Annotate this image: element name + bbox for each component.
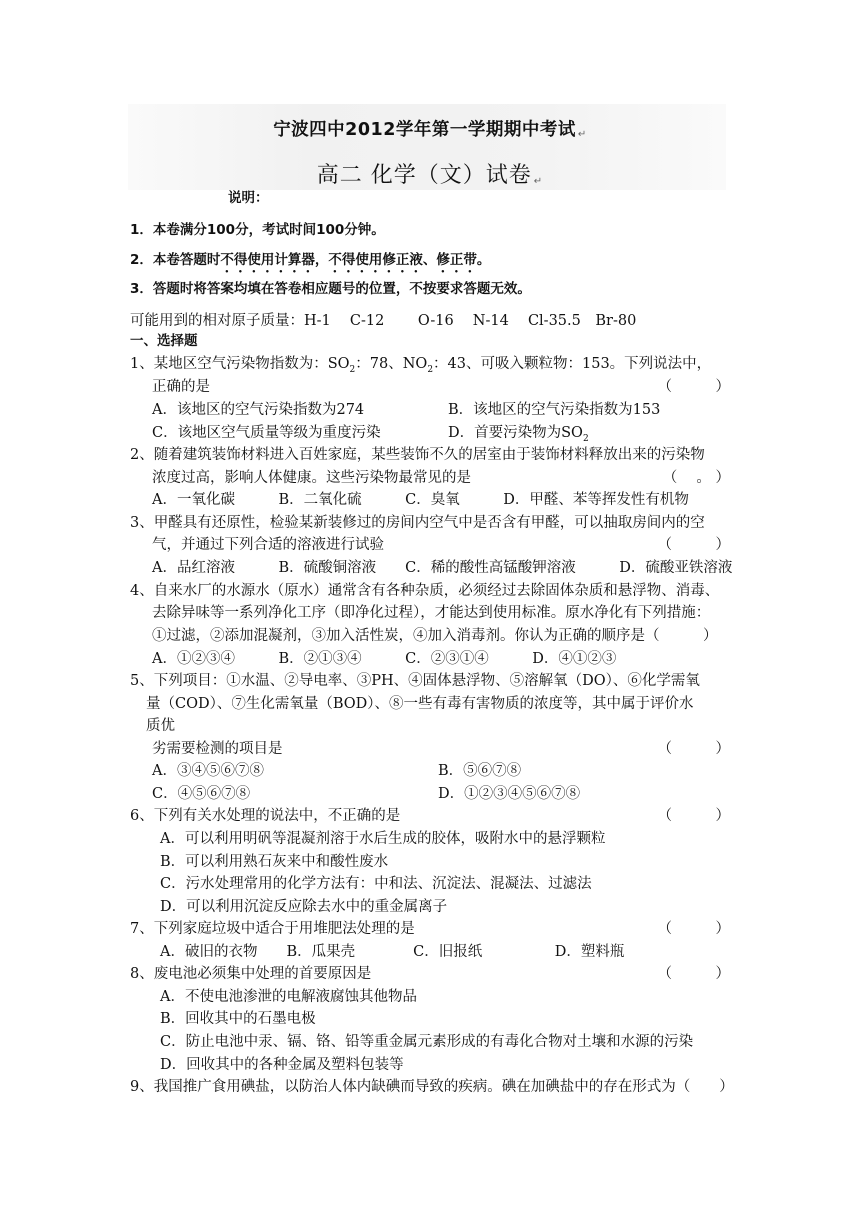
q4-options: A．①②③④ B．②①③④ C．②③①④ D．④①②③ — [152, 651, 617, 667]
answer-blank: （ ） — [657, 741, 730, 757]
answer-blank: （ 。 ） — [662, 470, 730, 486]
q4-stem-2: 去除异味等一系列净化工序（即净化过程），才能达到使用标准。原水净化有下列措施： — [152, 605, 711, 621]
q3-options: A．品红溶液 B．硫酸铜溶液 C．稀的酸性高锰酸钾溶液 D．硫酸亚铁溶液 — [152, 560, 733, 576]
answer-blank: （ ） — [657, 921, 730, 937]
q1-option-b: B．该地区的空气污染指数为153 — [448, 402, 661, 418]
q8-option-c: C．防止电池中汞、镉、铬、铅等重金属元素形成的有毒化合物对土壤和水源的污染 — [160, 1034, 694, 1050]
q4-stem: 4、自来水厂的水源水（原水）通常含有各种杂质，必须经过去除固体杂质和悬浮物、消毒、 — [130, 583, 720, 599]
q5-option-b: B．⑤⑥⑦⑧ — [438, 763, 522, 779]
q1-option-d: D．首要污染物为$SO_2$ — [448, 425, 589, 444]
q6-option-a: A．可以利用明矾等混凝剂溶于水后生成的胶体，吸附水中的悬浮颗粒 — [160, 831, 606, 847]
q1-option-c: C．该地区空气质量等级为重度污染 — [152, 425, 381, 441]
q5-option-d: D．①②③④⑤⑥⑦⑧ — [438, 786, 581, 802]
q5-stem: 5、下列项目：①水温、②导电率、③PH、④固体悬浮物、⑤溶解氧（DO）、⑥化学需氧 — [130, 673, 700, 689]
q3-stem: 3、甲醛具有还原性，检验某新装修过的房间内空气中是否含有甲醛，可以抽取房间内的空 — [130, 515, 705, 531]
q1-stem: 1、某地区空气污染物指数为：$SO_2$：78、$NO_2$：43、可吸入颗粒物：153。下列说法中， — [130, 356, 712, 375]
q9-stem: 9、我国推广食用碘盐，以防治人体内缺碘而导致的疾病。碘在加碘盐中的存在形式为（ ） — [130, 1079, 734, 1095]
q6-option-c: C．污水处理常用的化学方法有：中和法、沉淀法、混凝法、过滤法 — [160, 876, 592, 892]
answer-blank: （ ） — [657, 966, 730, 982]
q5-stem-4: 劣需要检测的项目是 — [152, 741, 283, 757]
note-3: 3．答题时将答案均填在答卷相应题号的位置，不按要求答题无效。 — [130, 281, 531, 297]
q2-stem: 2、随着建筑装饰材料进入百姓家庭，某些装饰不久的居室由于装饰材料释放出来的污染物 — [130, 447, 705, 463]
q8-stem: 8、废电池必须集中处理的首要原因是 — [130, 966, 372, 982]
q2-options: A．一氧化碳 B．二氧化硫 C．臭氧 D．甲醛、苯等挥发性有机物 — [152, 492, 689, 508]
note-2: 2．本卷答题时不得使用计算器，不得使用修正液、修正带。 — [130, 252, 491, 268]
q5-option-a: A．③④⑤⑥⑦⑧ — [152, 763, 264, 779]
q7-options: A．破旧的衣物 B．瓜果壳 C．旧报纸 D．塑料瓶 — [160, 944, 625, 960]
answer-blank: （ ） — [657, 808, 730, 824]
q8-option-b: B．回收其中的石墨电极 — [160, 1011, 316, 1027]
q1-stem-2: 正确的是 — [152, 379, 210, 395]
q6-stem: 6、下列有关水处理的说法中，不正确的是 — [130, 808, 401, 824]
q6-option-b: B．可以利用熟石灰来中和酸性废水 — [160, 854, 389, 870]
q3-stem-2: 气，并通过下列合适的溶液进行试验 — [152, 537, 384, 553]
q5-stem-3: 质优 — [146, 718, 175, 734]
q8-option-d: D．回收其中的各种金属及塑料包装等 — [160, 1057, 404, 1073]
note-label: 说明： — [228, 190, 269, 206]
q2-stem-2: 浓度过高，影响人体健康。这些污染物最常见的是 — [152, 470, 471, 486]
paragraph-mark-icon: ↵ — [577, 129, 587, 140]
section-heading: 一、选择题 — [130, 333, 198, 349]
answer-blank: （ ） — [657, 537, 730, 553]
answer-blank: （ ） — [657, 379, 730, 395]
q8-option-a: A．不使电池渗泄的电解液腐蚀其他物品 — [160, 989, 417, 1005]
q1-option-a: A．该地区的空气污染指数为274 — [152, 402, 365, 418]
q4-stem-3: ①过滤，②添加混凝剂，③加入活性炭，④加入消毒剂。你认为正确的顺序是（ ） — [152, 628, 718, 644]
exam-title: 宁波四中2012学年第一学期期中考试 ↵ — [273, 120, 587, 140]
q7-stem: 7、下列家庭垃圾中适合于用堆肥法处理的是 — [130, 921, 415, 937]
atomic-masses: 可能用到的相对原子质量：H-1 C-12 O-16 N-14 Cl-35.5 Br-80 — [130, 313, 637, 329]
q5-stem-2: 量（COD）、⑦生化需氧量（BOD）、⑧一些有毒有害物质的浓度等，其中属于评价水 — [146, 696, 694, 712]
paragraph-mark-icon: ↵ — [533, 176, 544, 187]
q6-option-d: D．可以利用沉淀反应除去水中的重金属离子 — [160, 899, 448, 915]
exam-subtitle: 高二 化学（文）试卷 ↵ — [316, 163, 544, 188]
note-1: 1．本卷满分100分，考试时间100分钟。 — [130, 222, 385, 238]
q5-option-c: C．④⑤⑥⑦⑧ — [152, 786, 251, 802]
